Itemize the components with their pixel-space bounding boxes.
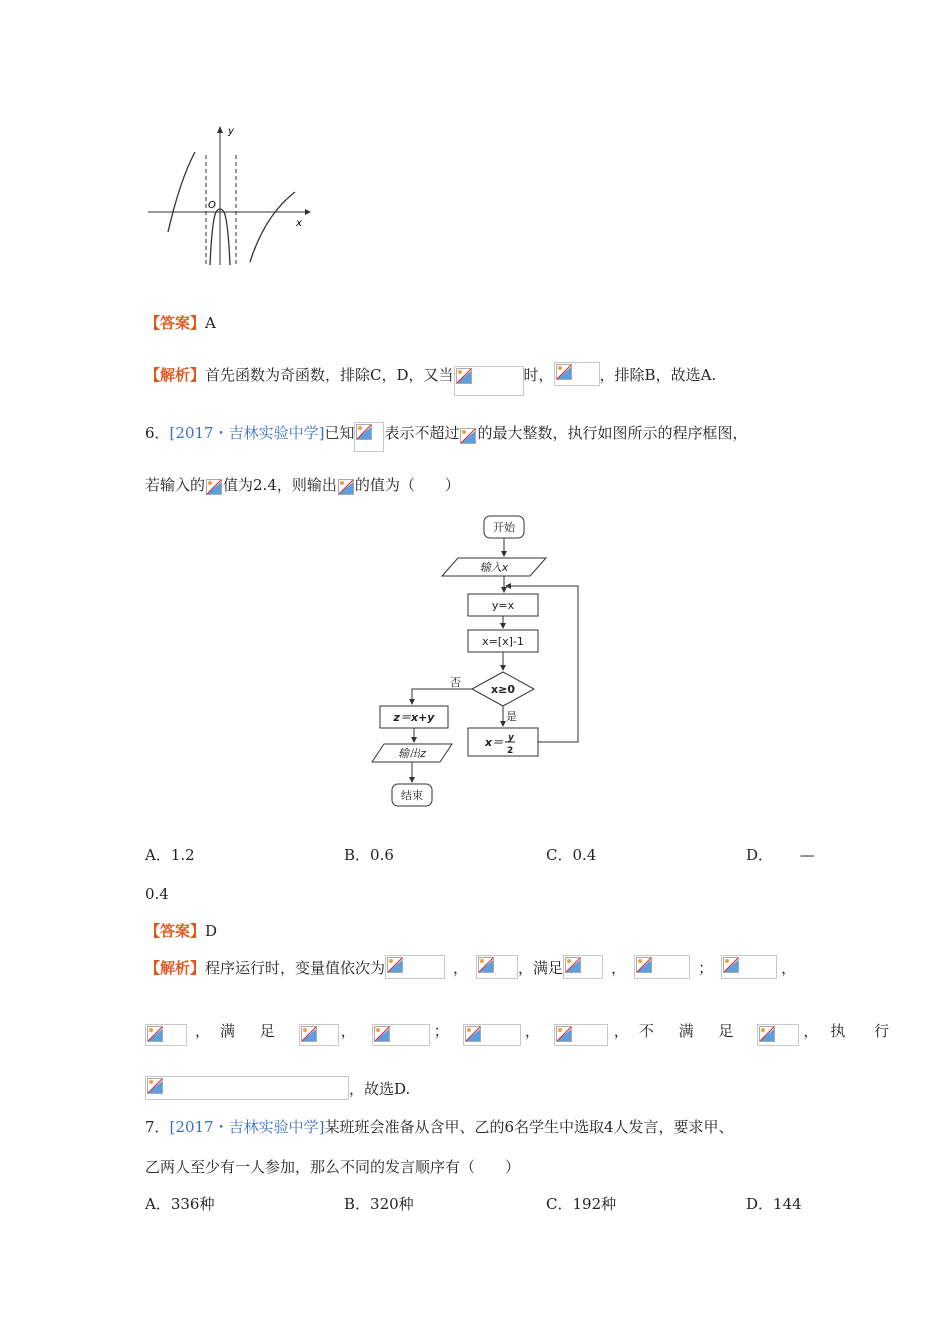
question-number: 7． bbox=[145, 1118, 170, 1136]
q6-answer bbox=[145, 920, 217, 941]
origin-label: O bbox=[208, 200, 216, 211]
output-label: 输出z bbox=[398, 747, 426, 760]
option-d-sign: — bbox=[799, 846, 815, 864]
formula-image bbox=[563, 955, 603, 979]
q7-option-b[interactable]: B．320种 bbox=[344, 1195, 414, 1213]
curve-right-branch bbox=[250, 192, 295, 262]
formula-image bbox=[299, 1024, 339, 1046]
q6-stem-line2 bbox=[145, 472, 460, 496]
stem-text: 值为2.4，则输出 bbox=[223, 475, 337, 494]
formula-image bbox=[205, 478, 223, 496]
broken-image-icon bbox=[460, 428, 476, 444]
flowchart bbox=[360, 508, 600, 808]
formula-image bbox=[372, 1024, 430, 1046]
formula-image bbox=[757, 1024, 799, 1046]
analysis-text: ，执 行 bbox=[803, 1021, 902, 1040]
broken-image-icon bbox=[565, 957, 581, 973]
stem-text: 若输入的 bbox=[145, 475, 206, 494]
x-axis-label: x bbox=[296, 218, 302, 229]
formula-image bbox=[385, 955, 445, 979]
q7-option-c[interactable]: C．192种 bbox=[546, 1195, 617, 1213]
analysis-text: ，满 足 bbox=[195, 1021, 285, 1040]
no-label: 否 bbox=[450, 676, 461, 689]
q5-analysis bbox=[145, 352, 716, 396]
answer-tag: 【答案】 bbox=[145, 314, 206, 332]
formula-image bbox=[554, 362, 600, 386]
analysis-tag: 【解析】 bbox=[145, 365, 206, 384]
analysis-text: ， bbox=[524, 1021, 540, 1040]
analysis-text: ，满足 bbox=[518, 958, 564, 977]
analysis-text: ， bbox=[453, 958, 469, 977]
broken-image-icon bbox=[478, 957, 494, 973]
y-axis-label: y bbox=[228, 126, 234, 137]
formula-image bbox=[634, 955, 690, 979]
formula-image bbox=[145, 1076, 349, 1100]
formula-image bbox=[145, 1024, 187, 1046]
option-d[interactable] bbox=[746, 844, 815, 865]
halve-numerator: y bbox=[508, 733, 514, 743]
stem-text: 的最大整数，执行如图所示的程序框图， bbox=[477, 423, 748, 442]
curve-left-branch bbox=[168, 152, 195, 232]
formula-image bbox=[721, 955, 777, 979]
option-a[interactable]: A．1.2 bbox=[145, 846, 195, 864]
formula-image bbox=[459, 427, 477, 445]
formula-image bbox=[554, 1024, 608, 1046]
q6-analysis-line2 bbox=[145, 1014, 901, 1046]
q7-stem-line2: 乙两人至少有一人参加，那么不同的发言顺序有（ ） bbox=[145, 1158, 521, 1176]
broken-image-icon bbox=[147, 1026, 163, 1042]
broken-image-icon bbox=[456, 368, 472, 384]
q7-option-d[interactable]: D．144 bbox=[746, 1195, 802, 1213]
broken-image-icon bbox=[147, 1078, 163, 1094]
option-c[interactable]: C．0.4 bbox=[546, 846, 597, 864]
stem-text: 表示不超过 bbox=[384, 423, 460, 442]
q6-stem-line1 bbox=[145, 412, 747, 452]
analysis-tag: 【解析】 bbox=[145, 958, 206, 977]
q6-analysis-line3 bbox=[145, 1076, 410, 1100]
analysis-text: ； bbox=[698, 958, 714, 977]
broken-image-icon bbox=[636, 957, 652, 973]
analysis-text: ， bbox=[340, 1021, 356, 1040]
function-graph bbox=[140, 120, 320, 270]
condition-label: x≥0 bbox=[491, 683, 515, 696]
formula-image bbox=[463, 1024, 521, 1046]
question-source: [2017・吉林实验中学] bbox=[169, 423, 325, 442]
analysis-text: 程序运行时，变量值依次为 bbox=[205, 958, 386, 977]
broken-image-icon bbox=[301, 1026, 317, 1042]
stem-text: 已知 bbox=[324, 423, 355, 442]
analysis-text: ，故选D. bbox=[349, 1079, 411, 1098]
analysis-text: ， bbox=[781, 958, 797, 977]
analysis-text: ，排除B，故选A. bbox=[599, 365, 717, 384]
broken-image-icon bbox=[465, 1026, 481, 1042]
broken-image-icon bbox=[759, 1026, 775, 1042]
broken-image-icon bbox=[723, 957, 739, 973]
q5-answer bbox=[145, 312, 216, 333]
answer-value: A bbox=[205, 313, 216, 332]
x-axis-arrow bbox=[305, 209, 311, 215]
broken-image-icon bbox=[374, 1026, 390, 1042]
q7-option-a[interactable]: A．336种 bbox=[145, 1195, 215, 1213]
broken-image-icon bbox=[556, 1026, 572, 1042]
option-d-value: 0.4 bbox=[145, 885, 169, 903]
analysis-text: 时， bbox=[523, 365, 554, 384]
q7-stem-line1 bbox=[145, 1116, 734, 1137]
broken-image-icon bbox=[387, 957, 403, 973]
assign-y-label: y=x bbox=[491, 599, 515, 612]
halve-label: x＝ bbox=[485, 736, 504, 749]
option-d-label: D． bbox=[746, 846, 774, 864]
question-number: 6． bbox=[145, 423, 170, 442]
y-axis-arrow bbox=[217, 126, 223, 133]
formula-image bbox=[354, 422, 384, 452]
question-source: [2017・吉林实验中学] bbox=[169, 1118, 325, 1136]
end-label: 结束 bbox=[401, 789, 423, 802]
stem-text: 某班班会准备从含甲、乙的6名学生中选取4人发言，要求甲、 bbox=[324, 1118, 734, 1136]
formula-image bbox=[454, 366, 524, 396]
analysis-text: ，不 满 足 bbox=[613, 1021, 744, 1040]
answer-tag: 【答案】 bbox=[145, 922, 206, 940]
analysis-text: 首先函数为奇函数，排除C，D，又当 bbox=[205, 365, 454, 384]
broken-image-icon bbox=[206, 479, 222, 495]
yes-label: 是 bbox=[506, 710, 517, 723]
z-label: z＝x+y bbox=[393, 711, 435, 724]
start-label: 开始 bbox=[493, 521, 515, 534]
q6-analysis-line1 bbox=[145, 955, 796, 979]
formula-image bbox=[476, 955, 518, 979]
halve-denominator: 2 bbox=[507, 746, 514, 756]
answer-value: D bbox=[205, 921, 218, 940]
broken-image-icon bbox=[338, 479, 354, 495]
input-label: 输入x bbox=[479, 561, 509, 574]
broken-image-icon bbox=[356, 424, 372, 440]
analysis-text: ； bbox=[433, 1021, 449, 1040]
broken-image-icon bbox=[556, 364, 572, 380]
option-b[interactable]: B．0.6 bbox=[344, 846, 394, 864]
formula-image bbox=[337, 478, 355, 496]
stem-text: 的值为（ ） bbox=[354, 475, 460, 494]
analysis-text: ， bbox=[611, 958, 627, 977]
assign-x-label: x=[x]-1 bbox=[482, 635, 524, 648]
